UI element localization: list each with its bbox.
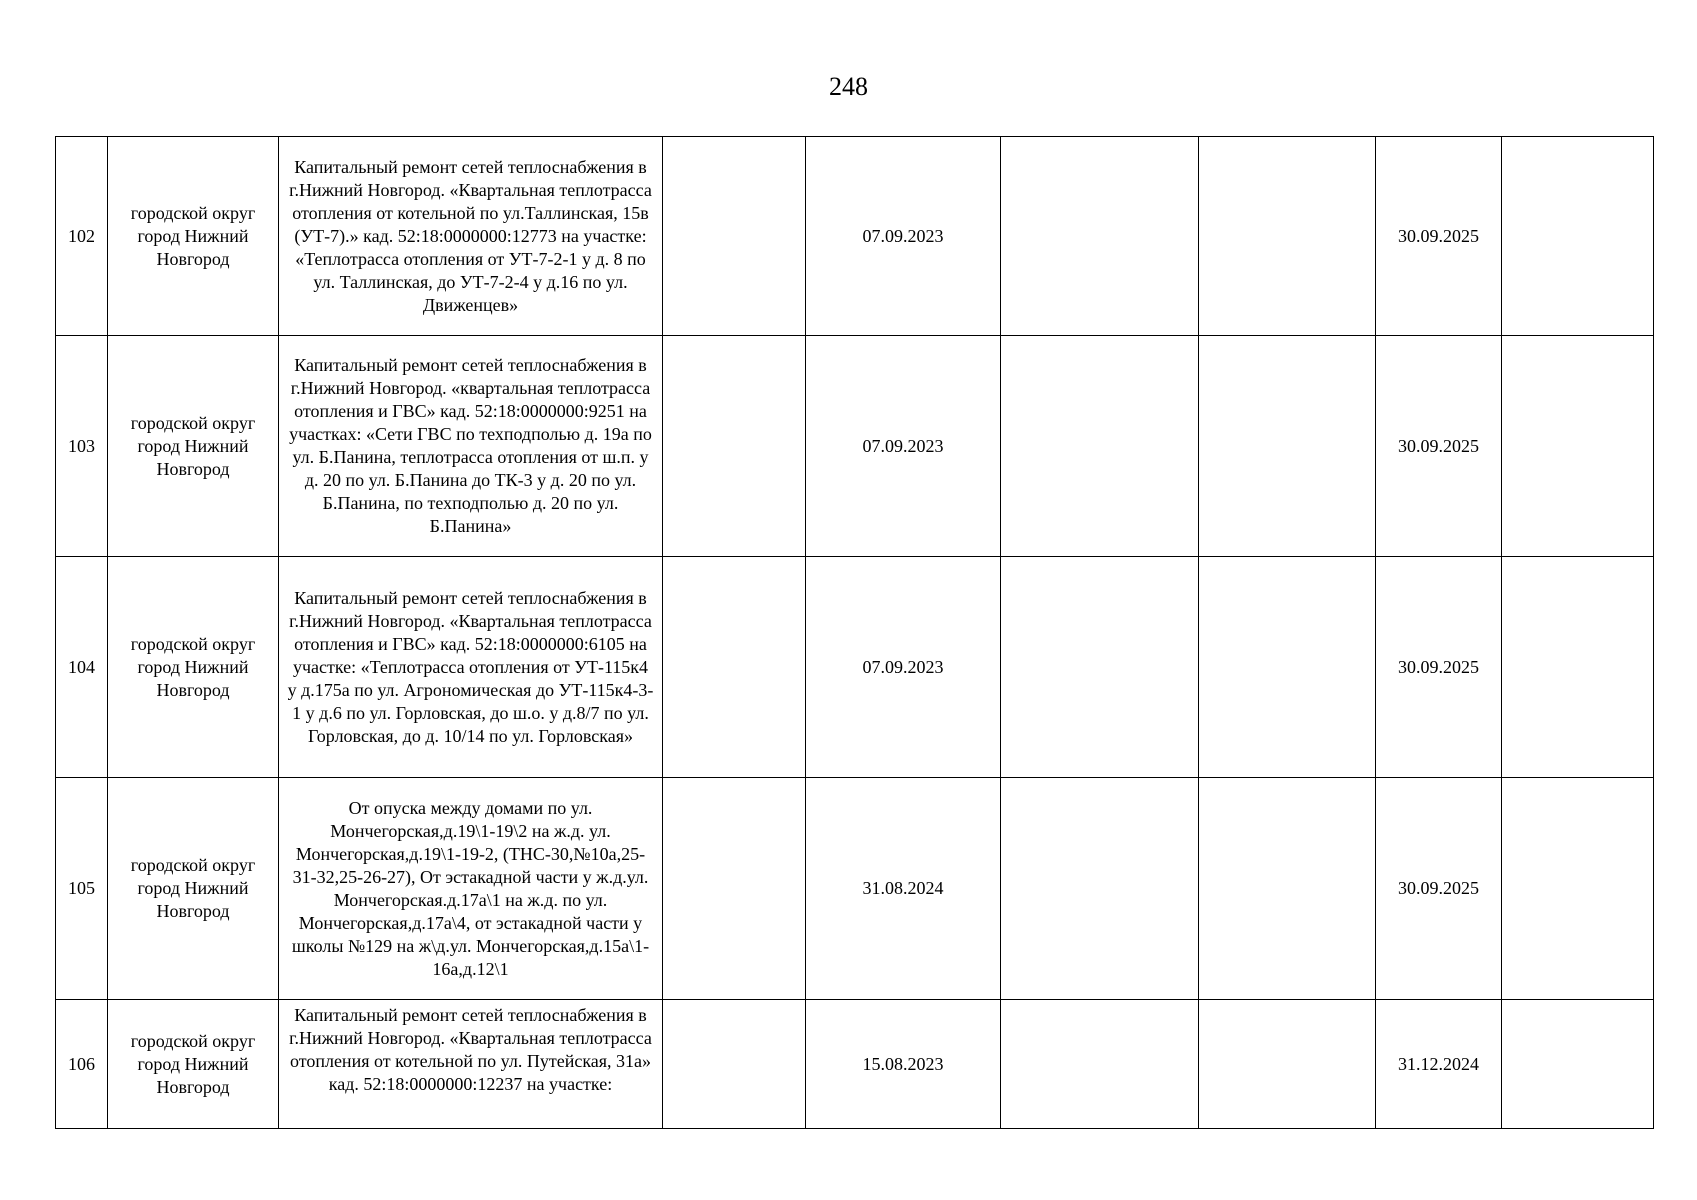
page-number: 248 (829, 72, 868, 101)
table-row (56, 778, 1654, 1000)
empty-cell-col4 (663, 1000, 806, 1129)
empty-cell-col9 (1502, 778, 1654, 1000)
empty-cell-col7 (1199, 336, 1376, 557)
row-number-cell: 102 (56, 137, 108, 336)
row-number-cell: 105 (56, 778, 108, 1000)
municipality-cell: городской округ город Нижний Новгород (108, 137, 279, 336)
end-date-cell: 30.09.2025 (1376, 778, 1502, 1000)
empty-cell-col6 (1001, 1000, 1199, 1129)
end-date-cell: 30.09.2025 (1376, 137, 1502, 336)
empty-cell-col9 (1502, 557, 1654, 778)
empty-cell-col7 (1199, 137, 1376, 336)
empty-cell-col7 (1199, 557, 1376, 778)
start-date-cell: 07.09.2023 (806, 336, 1001, 557)
work-description-cell: Капитальный ремонт сетей теплоснабжения в г.Нижний Новгород. «Квартальная теплотрасса отопления от котельной по ул. Путейская, 31а» кад. 52:18:0000000:12237 на участке: (279, 1000, 663, 1129)
start-date-cell: 07.09.2023 (806, 137, 1001, 336)
start-date-cell: 07.09.2023 (806, 557, 1001, 778)
empty-cell-col6 (1001, 137, 1199, 336)
municipality-cell: городской округ город Нижний Новгород (108, 1000, 279, 1129)
start-date-cell: 31.08.2024 (806, 778, 1001, 1000)
work-description-cell: Капитальный ремонт сетей теплоснабжения в г.Нижний Новгород. «Квартальная теплотрасса отопления от котельной по ул.Таллинская, 15в (УТ-7).» кад. 52:18:0000000:12773 на участке: «Теплотрасса отопления от УТ-7-2-1 у д. 8 по ул. Таллинская, до УТ-7-2-4 у д.16 по ул. Движенцев» (279, 137, 663, 336)
work-description-cell: Капитальный ремонт сетей теплоснабжения в г.Нижний Новгород. «Квартальная теплотрасса отопления и ГВС» кад. 52:18:0000000:6105 на участке: «Теплотрасса отопления от УТ-115к4 у д.175а по ул. Агрономическая до УТ-115к4-3-1 у д.6 по ул. Горловская, до ш.о. у д.8/7 по ул. Горловская, до д. 10/14 по ул. Горловская» (279, 557, 663, 778)
table-row (56, 557, 1654, 778)
empty-cell-col6 (1001, 336, 1199, 557)
end-date-cell: 30.09.2025 (1376, 336, 1502, 557)
empty-cell-col4 (663, 336, 806, 557)
municipality-cell: городской округ город Нижний Новгород (108, 336, 279, 557)
end-date-cell: 30.09.2025 (1376, 557, 1502, 778)
work-description-cell: Капитальный ремонт сетей теплоснабжения в г.Нижний Новгород. «квартальная теплотрасса отопления и ГВС» кад. 52:18:0000000:9251 на участках: «Сети ГВС по техподполью д. 19а по ул. Б.Панина, теплотрасса отопления от ш.п. у д. 20 по ул. Б.Панина до ТК-3 у д. 20 по ул. Б.Панина, по техподполью д. 20 по ул. Б.Панина» (279, 336, 663, 557)
municipality-cell: городской округ город Нижний Новгород (108, 778, 279, 1000)
empty-cell-col9 (1502, 1000, 1654, 1129)
table-row (56, 137, 1654, 336)
empty-cell-col6 (1001, 557, 1199, 778)
empty-cell-col4 (663, 778, 806, 1000)
empty-cell-col4 (663, 137, 806, 336)
empty-cell-col9 (1502, 336, 1654, 557)
municipality-cell: городской округ город Нижний Новгород (108, 557, 279, 778)
table-row (56, 1000, 1654, 1129)
start-date-cell: 15.08.2023 (806, 1000, 1001, 1129)
row-number-cell: 106 (56, 1000, 108, 1129)
table-row (56, 336, 1654, 557)
empty-cell-col9 (1502, 137, 1654, 336)
empty-cell-col6 (1001, 778, 1199, 1000)
row-number-cell: 103 (56, 336, 108, 557)
empty-cell-col4 (663, 557, 806, 778)
works-table (55, 136, 1654, 1129)
row-number-cell: 104 (56, 557, 108, 778)
empty-cell-col7 (1199, 1000, 1376, 1129)
end-date-cell: 31.12.2024 (1376, 1000, 1502, 1129)
empty-cell-col7 (1199, 778, 1376, 1000)
work-description-cell: От опуска между домами по ул. Мончегорская,д.19\1-19\2 на ж.д. ул. Мончегорская,д.19\1-19-2, (ТНС-30,№10а,25-31-32,25-26-27), От эстакадной части у ж.д.ул. Мончегорская.д.17а\1 на ж.д. по ул. Мончегорская,д.17а\4, от эстакадной части у школы №129 на ж\д.ул. Мончегорская,д.15а\1-16а,д.12\1 (279, 778, 663, 1000)
